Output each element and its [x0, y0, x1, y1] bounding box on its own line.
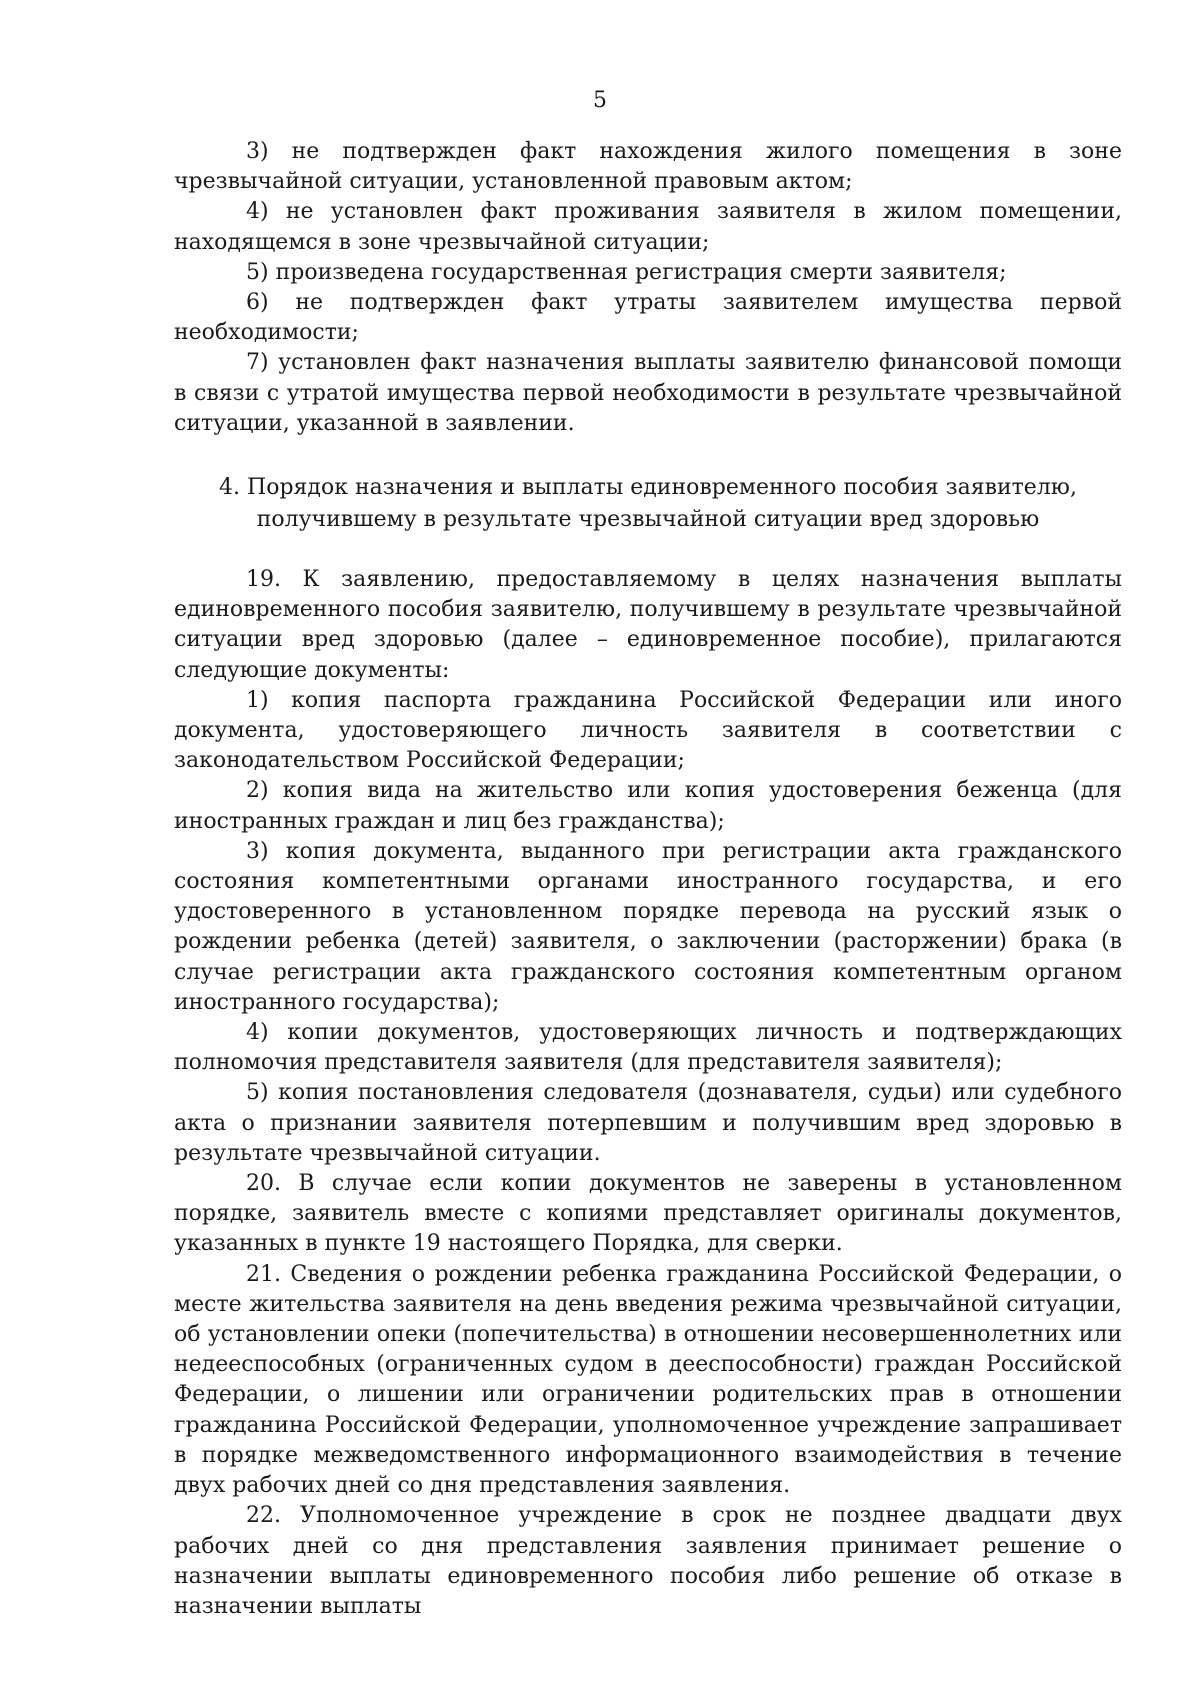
list-item: 5) произведена государственная регистрация смерти заявителя; [246, 259, 1007, 285]
section-heading-line-2: получившему в результате чрезвычайной ситуации вред здоровью [256, 507, 1040, 532]
list-item: 3) копия документа, выданного при регистрации акта гражданского состояния компетентными органами иностранного государства, и его удостоверенного в установленном порядке перевода на русский язык о рождении ребенка (детей) заявителя, о заключении (расторжении) брака (в случае регистрации акта гражданского состояния компетентным органом иностранного государства); [174, 838, 1122, 1015]
section-heading [174, 472, 1122, 536]
list-item: 1) копия паспорта гражданина Российской Федерации или иного документа, удостоверяющего личность заявителя в соответствии с законодательством Российской Федерации; [174, 687, 1122, 774]
section-4-body [174, 565, 1122, 1622]
paragraph-19: 19. К заявлению, предоставляемому в целях назначения выплаты единовременного пособия заявителю, получившему в результате чрезвычайной ситуации вред здоровью (далее – единовременное пособие), прилагаются следующие документы: [174, 567, 1122, 683]
paragraph-20: 20. В случае если копии документов не заверены в установленном порядке, заявитель вместе с копиями представляет оригиналы документов, указанных в пункте 19 настоящего Порядка, для сверки. [174, 1171, 1122, 1257]
section-heading-line-1: 4. Порядок назначения и выплаты единовременного пособия заявителю, [219, 475, 1077, 500]
page-number: 5 [593, 88, 607, 113]
list-item: 6) не подтвержден факт утраты заявителем имущества первой необходимости; [174, 290, 1122, 346]
list-item: 3) не подтвержден факт нахождения жилого помещения в зоне чрезвычайной ситуации, установленной правовым актом; [174, 139, 1122, 195]
paragraph-21: 21. Сведения о рождении ребенка гражданина Российской Федерации, о месте жительства заявителя на день введения режима чрезвычайной ситуации, об установлении опеки (попечительства) в отношении несовершеннолетних или недееспособных (ограниченных судом в дееспособности) граждан Российской Федерации, о лишении или ограничении родительских прав в отношении гражданина Российской Федерации, уполномоченное учреждение запрашивает в порядке межведомственного информационного взаимодействия в течение двух рабочих дней со дня представления заявления. [174, 1261, 1122, 1499]
list-item: 4) не установлен факт проживания заявителя в жилом помещении, находящемся в зоне чрезвычайной ситуации; [174, 199, 1122, 255]
paragraph-22: 22. Уполномоченное учреждение в срок не позднее двадцати двух рабочих дней со дня представления заявления принимает решение о назначении выплаты единовременного пособия либо решение об отказе в назначении выплаты [174, 1503, 1122, 1619]
refusal-grounds-list [174, 137, 1122, 439]
list-item: 7) установлен факт назначения выплаты заявителю финансовой помощи в связи с утратой имущества первой необходимости в результате чрезвычайной ситуации, указанной в заявлении. [174, 350, 1122, 436]
list-item: 5) копия постановления следователя (дознавателя, судьи) или судебного акта о признании заявителя потерпевшим и получившим вред здоровью в результате чрезвычайной ситуации. [174, 1080, 1122, 1166]
list-item: 2) копия вида на жительство или копия удостоверения беженца (для иностранных граждан и лиц без гражданства); [174, 778, 1122, 834]
list-item: 4) копии документов, удостоверяющих личность и подтверждающих полномочия представителя заявителя (для представителя заявителя); [174, 1020, 1122, 1076]
